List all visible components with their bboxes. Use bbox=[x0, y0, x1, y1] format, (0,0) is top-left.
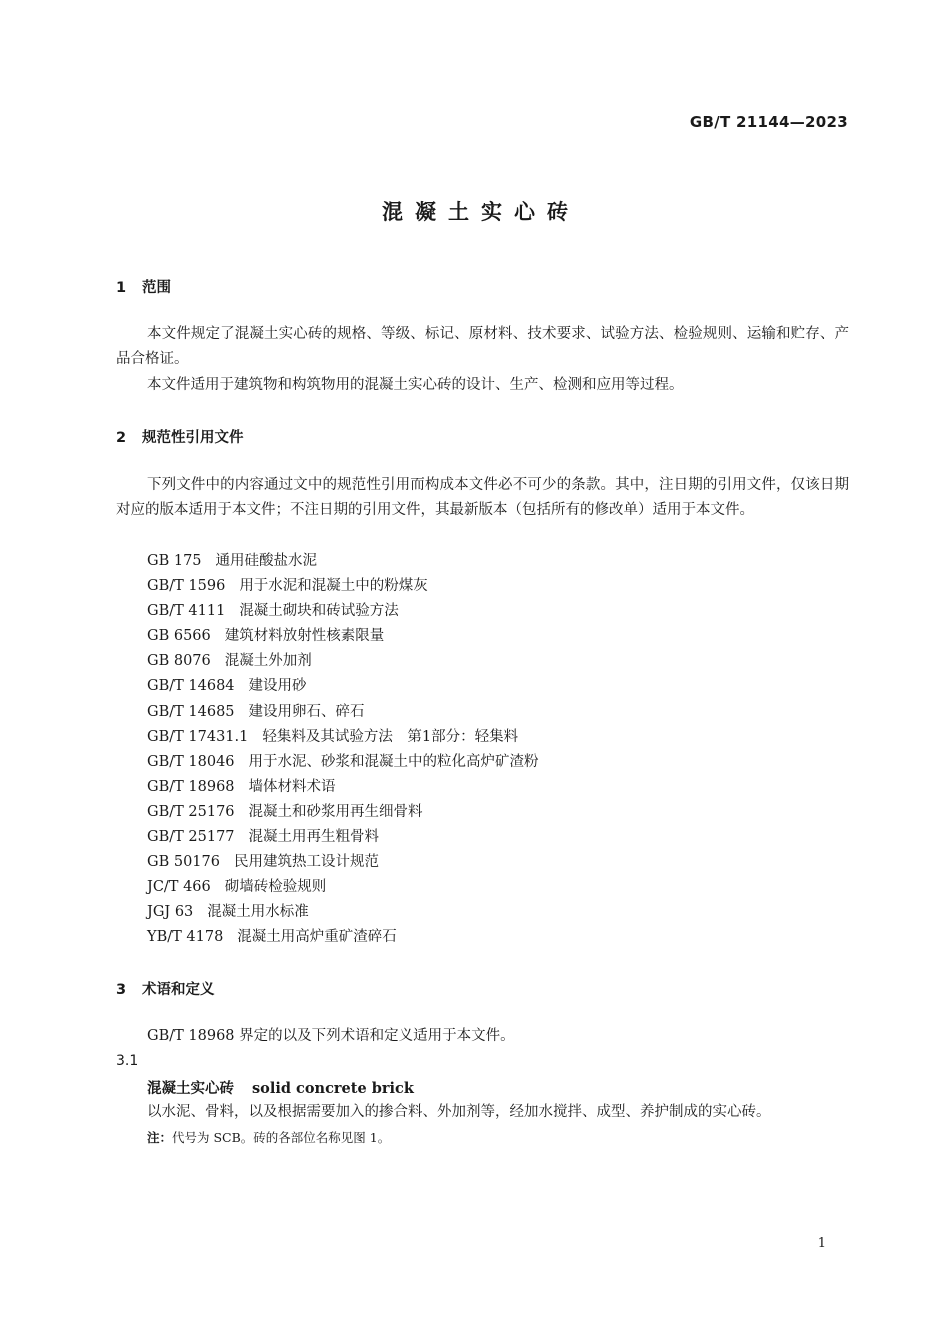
page-number: 1 bbox=[817, 1236, 826, 1251]
reference-title: 混凝土和砂浆用再生细骨料 bbox=[248, 803, 423, 820]
reference-title: 建设用卵石、碎石 bbox=[248, 703, 365, 720]
reference-item bbox=[147, 599, 539, 624]
reference-item bbox=[147, 825, 539, 850]
reference-code: GB 175 bbox=[147, 553, 202, 569]
reference-item bbox=[147, 624, 539, 649]
reference-code: YB/T 4178 bbox=[147, 929, 224, 946]
reference-title: 建设用砂 bbox=[248, 678, 307, 695]
reference-title: 民用建筑热工设计规范 bbox=[233, 854, 379, 871]
scope-paragraph-1: 本文件规定了混凝土实心砖的规格、等级、标记、原材料、技术要求、试验方法、检验规则、运输和贮存、产品合格证。 bbox=[116, 326, 849, 367]
term-number: 3.1 bbox=[116, 1053, 139, 1069]
reference-title: 用于水泥、砂浆和混凝土中的粒化高炉矿渣粉 bbox=[248, 753, 539, 770]
reference-item bbox=[147, 649, 539, 674]
note-text: 代号为 SCB。砖的各部位名称见图 1。 bbox=[172, 1130, 391, 1145]
reference-item bbox=[147, 850, 539, 875]
reference-code: GB 8076 bbox=[147, 653, 211, 670]
terms-intro: GB/T 18968 界定的以及下列术语和定义适用于本文件。 bbox=[147, 1028, 515, 1044]
reference-title: 建筑材料放射性核素限量 bbox=[224, 628, 385, 645]
term-heading bbox=[147, 1077, 414, 1098]
reference-item bbox=[147, 875, 539, 900]
reference-code: GB/T 25176 bbox=[147, 803, 235, 820]
reference-item bbox=[147, 725, 539, 750]
reference-code: GB/T 4111 bbox=[147, 603, 226, 620]
reference-title: 混凝土用高炉重矿渣碎石 bbox=[237, 929, 397, 946]
reference-item bbox=[147, 925, 539, 950]
reference-item bbox=[147, 800, 539, 825]
section-number: 2 bbox=[116, 430, 127, 446]
reference-item bbox=[147, 750, 539, 775]
section-number: 3 bbox=[116, 982, 127, 998]
reference-title: 用于水泥和混凝土中的粉煤灰 bbox=[239, 578, 428, 595]
term-name-zh: 混凝土实心砖 bbox=[147, 1081, 234, 1097]
reference-title: 通用硅酸盐水泥 bbox=[215, 553, 318, 569]
term-note bbox=[147, 1128, 390, 1148]
term-name-en: solid concrete brick bbox=[252, 1080, 414, 1097]
reference-item bbox=[147, 674, 539, 699]
reference-code: GB/T 18046 bbox=[147, 753, 235, 770]
reference-code: GB/T 14685 bbox=[147, 703, 235, 720]
references-intro: 下列文件中的内容通过文中的规范性引用而构成本文件必不可少的条款。其中，注日期的引用文件，仅该日期对应的版本适用于本文件；不注日期的引用文件，其最新版本（包括所有的修改单）适用于本文件。 bbox=[116, 477, 849, 518]
scope-paragraph-2: 本文件适用于建筑物和构筑物用的混凝土实心砖的设计、生产、检测和应用等过程。 bbox=[147, 377, 684, 393]
reference-code: GB/T 25177 bbox=[147, 829, 235, 846]
section-2-heading bbox=[116, 426, 244, 447]
section-title: 范围 bbox=[142, 280, 171, 296]
reference-title: 混凝土用水标准 bbox=[207, 904, 309, 921]
reference-code: GB/T 1596 bbox=[147, 578, 226, 595]
section-1-heading bbox=[116, 276, 171, 297]
reference-item bbox=[147, 700, 539, 725]
reference-title: 轻集料及其试验方法 第1部分：轻集料 bbox=[262, 728, 519, 745]
reference-code: JC/T 466 bbox=[147, 879, 211, 896]
section-title: 规范性引用文件 bbox=[142, 430, 244, 446]
reference-item bbox=[147, 574, 539, 599]
reference-item bbox=[147, 549, 539, 574]
section-3-heading bbox=[116, 978, 215, 999]
document-title: 混凝土实心砖 bbox=[382, 200, 580, 224]
section-number: 1 bbox=[116, 280, 127, 296]
standard-code: GB/T 21144—2023 bbox=[689, 113, 848, 131]
note-label: 注： bbox=[147, 1130, 173, 1145]
term-definition: 以水泥、骨料，以及根据需要加入的掺合料、外加剂等，经加水搅拌、成型、养护制成的实心砖。 bbox=[147, 1104, 771, 1120]
reference-item bbox=[147, 775, 539, 800]
reference-list bbox=[147, 549, 539, 951]
reference-title: 混凝土用再生粗骨料 bbox=[248, 829, 380, 846]
reference-title: 混凝土砌块和砖试验方法 bbox=[239, 603, 399, 620]
reference-code: GB/T 18968 bbox=[147, 778, 235, 795]
reference-item bbox=[147, 900, 539, 925]
reference-code: GB/T 17431.1 bbox=[147, 728, 249, 745]
reference-title: 墙体材料术语 bbox=[248, 778, 336, 795]
reference-code: GB 50176 bbox=[147, 854, 220, 871]
reference-code: GB/T 14684 bbox=[147, 678, 235, 695]
reference-title: 混凝土外加剂 bbox=[224, 653, 312, 670]
reference-code: JGJ 63 bbox=[147, 904, 194, 921]
section-title: 术语和定义 bbox=[142, 982, 215, 998]
reference-code: GB 6566 bbox=[147, 628, 211, 645]
reference-title: 砌墙砖检验规则 bbox=[224, 879, 327, 896]
